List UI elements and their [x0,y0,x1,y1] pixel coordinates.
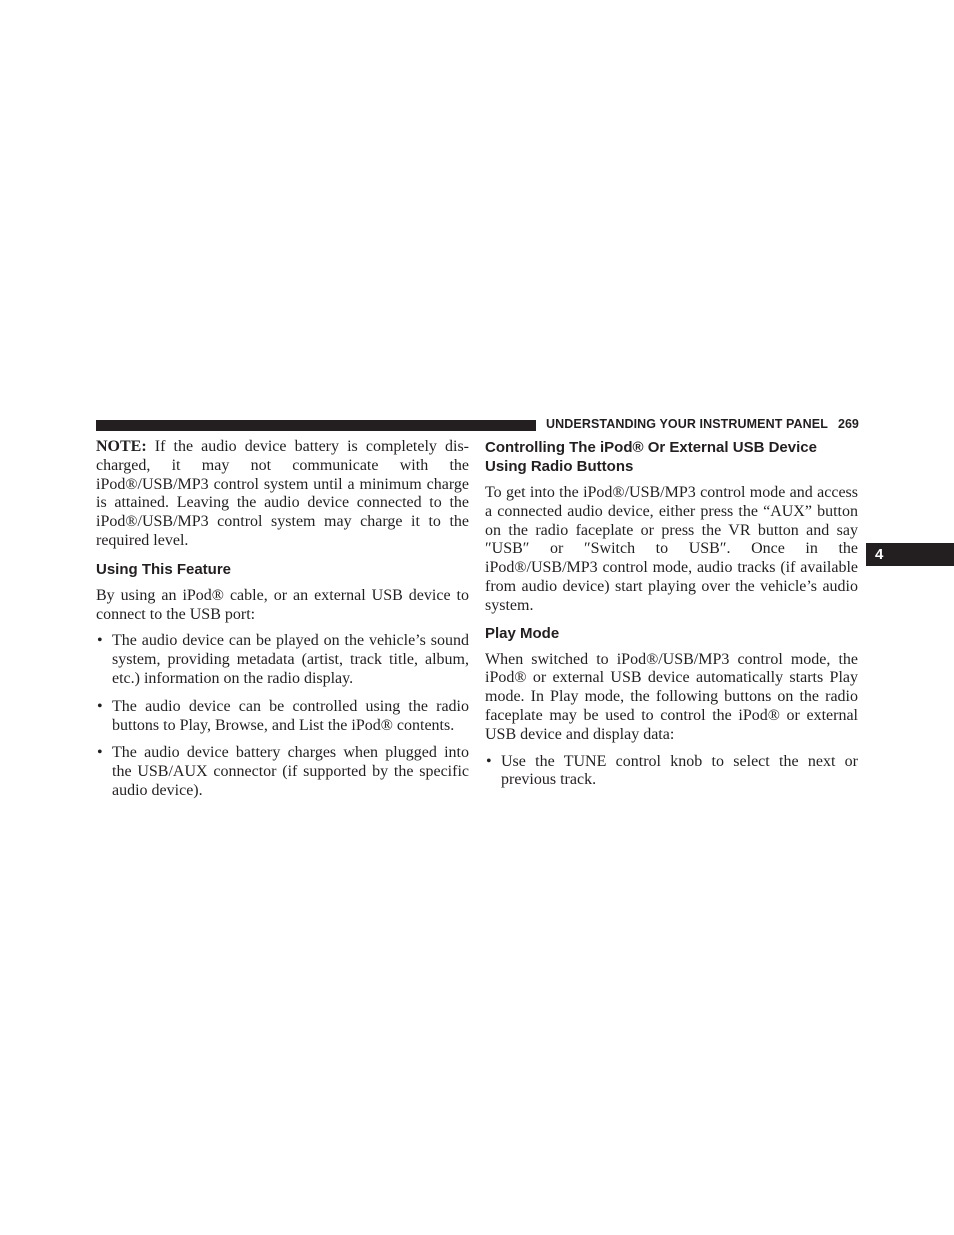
list-item [96,632,469,688]
play-mode-bullet-list [485,753,858,791]
list-item-text: The audio device can be played on the vehicle’s sound system, providing metadata (artist, track title, album, etc.) information on the radio display. [112,632,469,687]
note-paragraph [96,438,469,551]
play-mode-paragraph: When switched to iPod®/USB/MP3 control mode, the iPod® or external USB device automatically starts Play mode. In Play mode, the following buttons on the radio faceplate may be used to control the iPod® or external USB device and display data: [485,650,858,743]
right-column [485,438,858,799]
chapter-tab-label: 4 [875,546,884,563]
list-item [96,698,469,736]
section-title: UNDERSTANDING YOUR INSTRUMENT PANEL [546,417,828,431]
chapter-tab [866,543,954,566]
list-item-text: The audio device battery charges when plugged into the USB/AUX connector (if supported by the specific audio device). [112,744,469,799]
controlling-paragraph: To get into the iPod®/USB/MP3 control mode and access a connected audio device, either press the “AUX” button on the radio faceplate or press the VR button and say ″USB″ or ″Switch to USB″. Once in the iPod®/USB/MP3 control mode, audio tracks (if available from audio device) start playing over the vehicle’s audio system. [485,484,858,614]
note-label: NOTE: [96,438,147,455]
header-rule-bar [96,420,536,431]
bullet-glyph: • [97,744,103,762]
note-text: If the audio device battery is completely dis-charged, it may not communicate with the iPod®/USB/MP3 control system until a minimum charge is attained. Leaving the audio device connected to the iPod®/USB/MP3 control system may charge it to the required level. [96,438,470,549]
feature-bullet-list [96,632,469,800]
left-column [96,438,469,810]
bullet-glyph: • [97,697,103,715]
intro-paragraph: By using an iPod® cable, or an external USB device to connect to the USB port: [96,586,469,623]
list-item [96,744,469,800]
heading-controlling-ipod: Controlling The iPod® Or External USB Device Using Radio Buttons [485,439,817,475]
bullet-glyph: • [97,632,103,650]
heading-using-this-feature: Using This Feature [96,560,232,578]
list-item [485,753,858,791]
list-item-text: The audio device can be controlled using the radio buttons to Play, Browse, and List the iPod® contents. [112,697,469,734]
page-number: 269 [838,417,859,431]
bullet-glyph: • [486,752,492,770]
heading-play-mode: Play Mode [485,624,560,642]
list-item-text: Use the TUNE control knob to select the next or previous track. [501,752,858,789]
